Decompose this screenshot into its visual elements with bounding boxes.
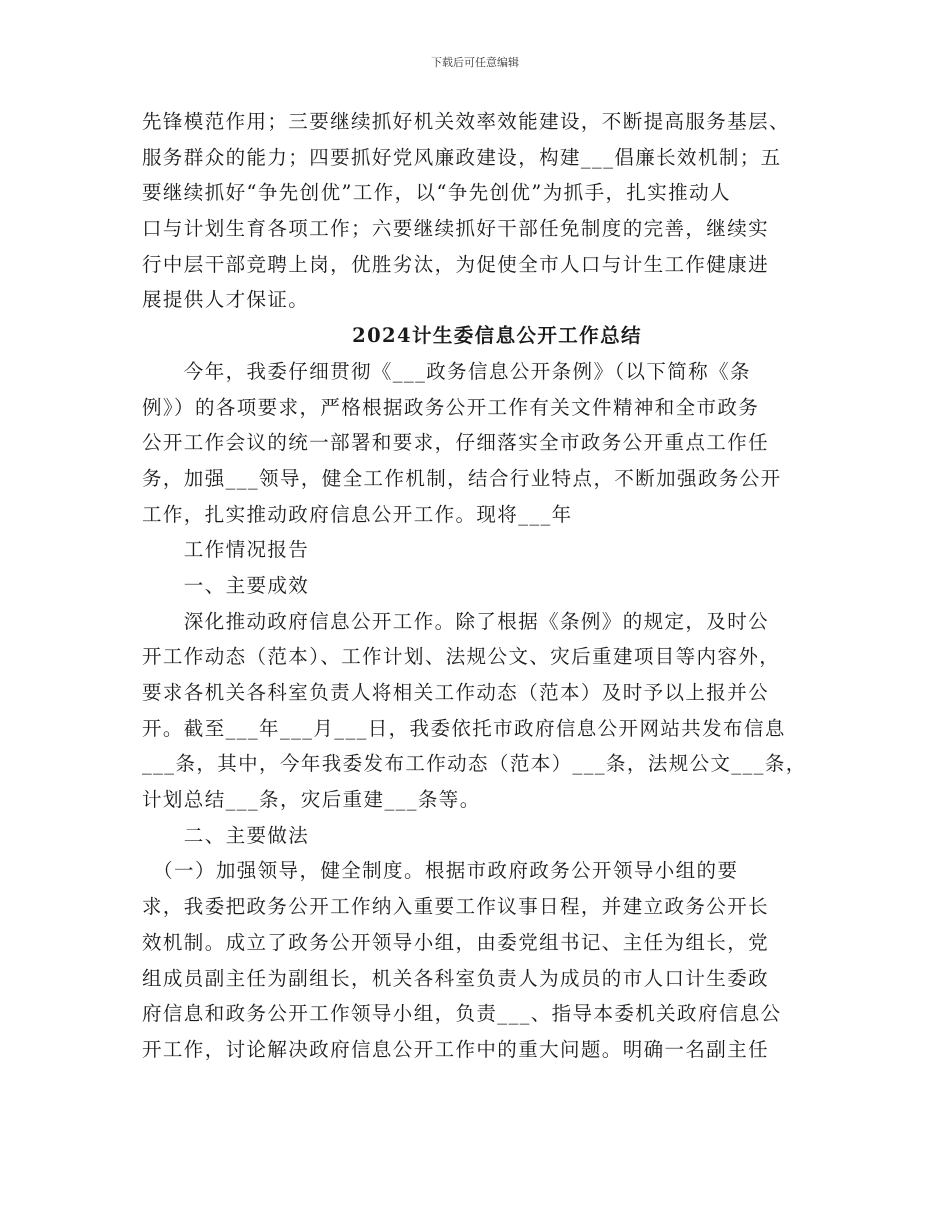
paragraph-line: 行中层干部竞聘上岗，优胜劣汰，为促使全市人口与计生工作健康进 [142, 252, 770, 276]
subsection-heading: 一、主要成效 [142, 573, 310, 597]
paragraph-line: 工作，扎实推动政府信息公开工作。现将___年 [142, 502, 573, 526]
paragraph-line: 先锋模范作用；三要继续抓好机关效率效能建设，不断提高服务基层、 [142, 110, 790, 133]
paragraph-line: 府信息和政务公开工作领导小组，负责___、指导本委机关政府信息公 [142, 1002, 782, 1026]
paragraph-line: 口与计划生育各项工作；六要继续抓好干部任免制度的完善，继续实 [142, 217, 770, 241]
paragraph-line: 例》）的各项要求，严格根据政务公开工作有关文件精神和全市政务 [142, 395, 760, 419]
paragraph-line: 服务群众的能力；四要抓好党风廉政建设，构建___倡廉长效机制；五 [142, 145, 782, 169]
paragraph-line: 工作情况报告 [142, 538, 310, 562]
paragraph-line: 深化推动政府信息公开工作。除了根据《条例》的规定，及时公 [142, 609, 770, 633]
paragraph-line: ___条，其中，今年我委发布工作动态（范本）___条，法规公文___条， [142, 752, 807, 776]
paragraph-line: 今年，我委仔细贯彻《___政务信息公开条例》（以下简称《条 [142, 359, 751, 383]
paragraph-line: 公开工作会议的统一部署和要求，仔细落实全市政务公开重点工作任 [142, 431, 770, 455]
page-header: 下载后可任意编辑 [431, 56, 519, 69]
paragraph-line: 务，加强___领导，健全工作机制，结合行业特点，不断加强政务公开 [142, 466, 782, 490]
paragraph-line: 开工作动态（范本）、工作计划、法规公文、灾后重建项目等内容外， [142, 645, 781, 669]
paragraph-line: 开。截至___年___月___日，我委依托市政府信息公开网站共发布信息 [142, 716, 786, 740]
paragraph-line: 要求各机关各科室负责人将相关工作动态（范本）及时予以上报并公 [142, 681, 770, 704]
paragraph-line: 要继续抓好“争先创优”工作，以“争先创优”为抓手，扎实推动人 [142, 181, 731, 205]
document-body [142, 104, 832, 1068]
subsection-heading: 二、主要做法 [142, 823, 310, 847]
section-title: 2024计生委信息公开工作总结 [352, 324, 642, 348]
paragraph-line: 展提供人才保证。 [142, 288, 310, 312]
paragraph-line: 求，我委把政务公开工作纳入重要工作议事日程，并建立政务公开长 [142, 895, 770, 919]
paragraph-line: 组成员副主任为副组长，机关各科室负责人为成员的市人口计生委政 [142, 966, 770, 990]
paragraph-line: 开工作，讨论解决政府信息公开工作中的重大问题。明确一名副主任 [142, 1037, 770, 1061]
paragraph-line: 计划总结___条，灾后重建___条等。 [142, 788, 481, 812]
paragraph-line: （一）加强领导，健全制度。根据市政府政务公开领导小组的要 [142, 859, 739, 883]
paragraph-line: 效机制。成立了政务公开领导小组，由委党组书记、主任为组长，党 [142, 930, 770, 954]
